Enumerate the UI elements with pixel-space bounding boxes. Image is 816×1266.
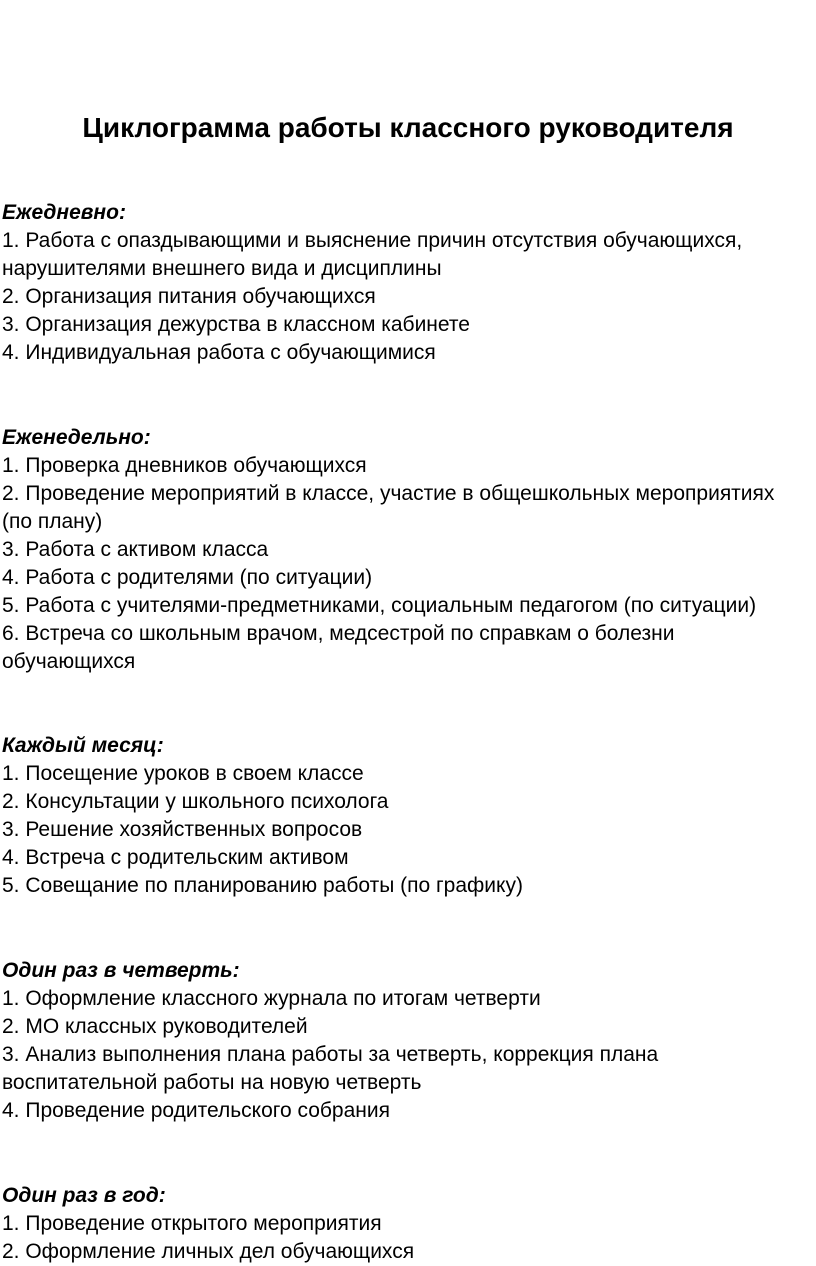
section-heading: Еженедельно: bbox=[2, 426, 151, 449]
list-item: 1. Проведение открытого мероприятия bbox=[2, 1212, 382, 1235]
list-item: 6. Встреча со школьным врачом, медсестрой по справкам о болезни обучающихся bbox=[2, 622, 675, 673]
list-item: 1. Работа с опаздывающими и выяснение причин отсутствия обучающихся, нарушителями внешнего вида и дисциплины bbox=[2, 229, 743, 280]
list-item: 2. Оформление личных дел обучающихся bbox=[2, 1240, 415, 1263]
list-item: 1. Оформление классного журнала по итогам четверти bbox=[2, 987, 541, 1010]
list-item: 2. Организация питания обучающихся bbox=[2, 285, 376, 308]
item-list bbox=[2, 985, 802, 1125]
list-item: 2. МО классных руководителей bbox=[2, 1015, 308, 1038]
list-item: 1. Проверка дневников обучающихся bbox=[2, 454, 367, 477]
section-daily bbox=[2, 199, 802, 367]
section-heading: Один раз в год: bbox=[2, 1184, 166, 1207]
list-item: 3. Анализ выполнения плана работы за четверть, коррекция плана воспитательной работы на новую четверть bbox=[2, 1043, 659, 1094]
item-list bbox=[2, 452, 802, 676]
document-title: Циклограмма работы классного руководителя bbox=[82, 112, 734, 143]
list-item: 1. Посещение уроков в своем классе bbox=[2, 762, 364, 785]
list-item: 4. Встреча с родительским активом bbox=[2, 846, 349, 869]
section-weekly bbox=[2, 424, 802, 676]
list-item: 5. Совещание по планированию работы (по графику) bbox=[2, 874, 523, 897]
section-heading: Ежедневно: bbox=[2, 201, 126, 224]
list-item: 3. Работа с активом класса bbox=[2, 538, 269, 561]
list-item: 3. Решение хозяйственных вопросов bbox=[2, 818, 363, 841]
list-item: 4. Проведение родительского собрания bbox=[2, 1099, 390, 1122]
list-item: 2. Консультации у школьного психолога bbox=[2, 790, 389, 813]
section-heading: Каждый месяц: bbox=[2, 734, 164, 757]
item-list bbox=[2, 1210, 802, 1266]
section-yearly bbox=[2, 1182, 802, 1266]
section-monthly bbox=[2, 732, 802, 900]
list-item: 3. Организация дежурства в классном кабинете bbox=[2, 313, 470, 336]
section-heading: Один раз в четверть: bbox=[2, 959, 240, 982]
item-list bbox=[2, 227, 802, 367]
list-item: 4. Работа с родителями (по ситуации) bbox=[2, 566, 373, 589]
item-list bbox=[2, 760, 802, 900]
list-item: 5. Работа с учителями-предметниками, социальным педагогом (по ситуации) bbox=[2, 594, 757, 617]
list-item: 4. Индивидуальная работа с обучающимися bbox=[2, 341, 436, 364]
list-item: 2. Проведение мероприятий в классе, участие в общешкольных мероприятиях (по плану) bbox=[2, 482, 775, 533]
section-quarterly bbox=[2, 957, 802, 1125]
